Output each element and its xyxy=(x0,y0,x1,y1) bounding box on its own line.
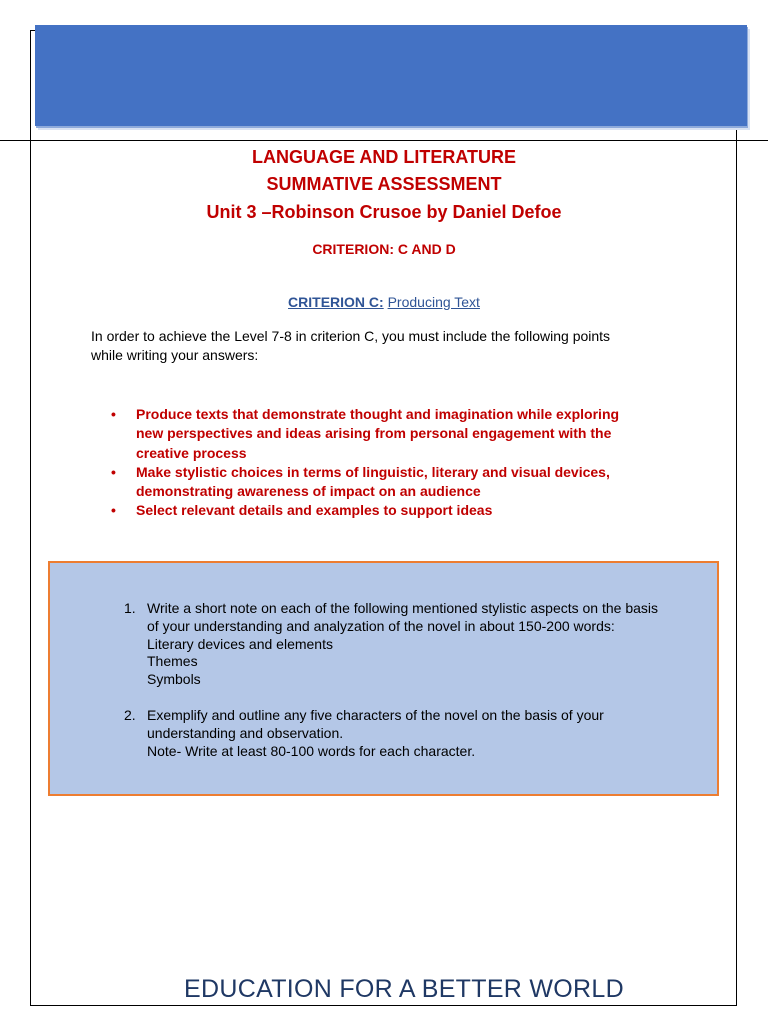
task-line: Note- Write at least 80-100 words for each character. xyxy=(147,742,476,759)
list-item-line: new perspectives and ideas arising from personal engagement with the xyxy=(136,425,612,442)
task-line: Symbols xyxy=(147,671,201,688)
list-item-line: demonstrating awareness of impact on an audience xyxy=(136,483,481,500)
footer-motto: EDUCATION FOR A BETTER WORLD xyxy=(184,975,624,1003)
list-item xyxy=(111,405,691,463)
task-line: Write a short note on each of the following mentioned stylistic aspects on the basis xyxy=(147,600,659,616)
bullet-icon: • xyxy=(111,463,116,480)
list-item xyxy=(111,501,691,520)
bullet-icon: • xyxy=(111,502,116,519)
intro-line: In order to achieve the Level 7-8 in criterion C, you must include the following points xyxy=(91,328,611,344)
bullet-icon: • xyxy=(111,406,116,422)
task-line: understanding and observation. xyxy=(147,724,344,741)
criterion-c-subtitle: Producing Text xyxy=(387,294,480,310)
intro-paragraph xyxy=(91,327,691,365)
criterion-c-label: CRITERION C: xyxy=(288,294,384,310)
criterion-heading: CRITERION: C AND D xyxy=(312,241,456,257)
list-item-line: creative process xyxy=(136,444,247,461)
task-number: 2. xyxy=(124,707,136,723)
task-box xyxy=(48,561,719,796)
task-line: of your understanding and analyzation of the novel in about 150-200 words: xyxy=(147,617,615,634)
requirements-list xyxy=(111,405,691,521)
intro-line: while writing your answers: xyxy=(91,347,259,363)
task-line: Themes xyxy=(147,653,198,670)
task-number: 1. xyxy=(124,600,136,616)
title-summative-assessment: SUMMATIVE ASSESSMENT xyxy=(266,174,502,194)
task-item xyxy=(124,707,704,760)
list-item-line: Produce texts that demonstrate thought and imagination while exploring xyxy=(136,406,620,422)
header-banner xyxy=(35,25,747,126)
list-item xyxy=(111,463,691,502)
task-line: Literary devices and elements xyxy=(147,635,333,652)
criterion-c-heading xyxy=(0,294,768,310)
header-rule xyxy=(0,140,768,141)
title-unit: Unit 3 –Robinson Crusoe by Daniel Defoe xyxy=(206,202,562,222)
list-item-line: Select relevant details and examples to support ideas xyxy=(136,502,493,519)
task-item xyxy=(124,600,704,689)
task-line: Exemplify and outline any five characters of the novel on the basis of your xyxy=(147,707,604,723)
list-item-line: Make stylistic choices in terms of linguistic, literary and visual devices, xyxy=(136,463,610,480)
title-language-literature: LANGUAGE AND LITERATURE xyxy=(252,147,516,167)
